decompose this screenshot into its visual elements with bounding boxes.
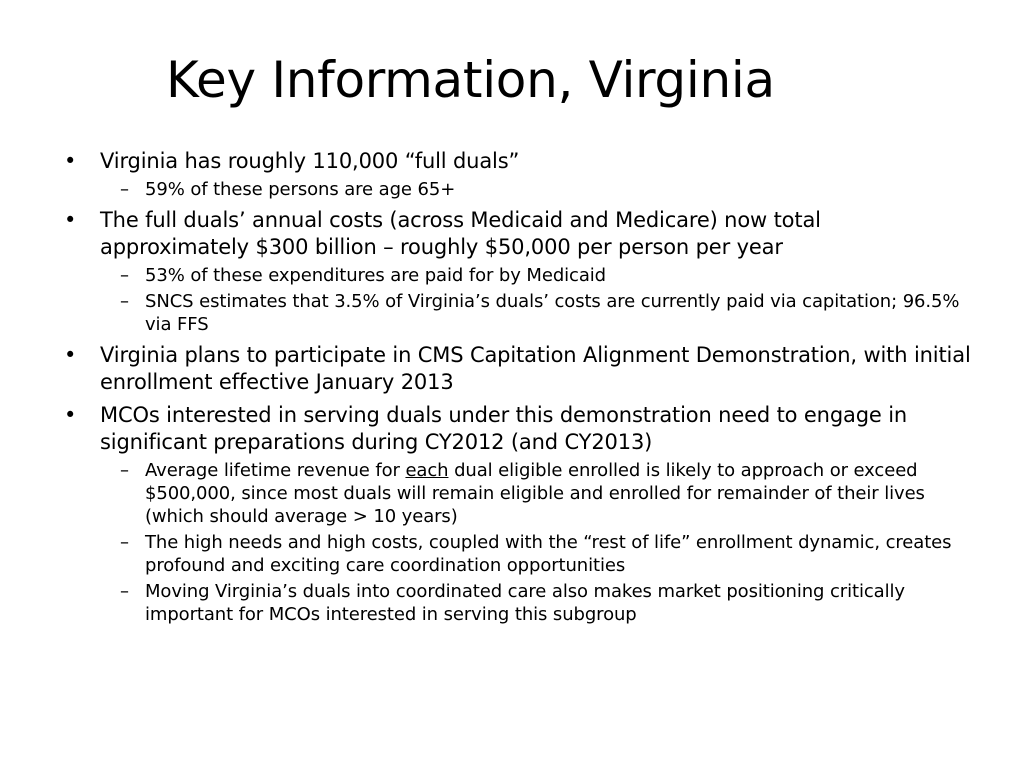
slide-title: Key Information, Virginia [166, 51, 775, 109]
bullet-marker: • [64, 149, 77, 173]
dash-marker: – [120, 265, 129, 286]
sub-bullet-text: SNCS estimates that 3.5% of Virginia’s duals’ costs are currently paid via capitation; 96.5% via FFS [145, 291, 960, 335]
sub-bullet-item [64, 580, 974, 626]
bullet-text: The full duals’ annual costs (across Medicaid and Medicare) now total approximately $300 billion – roughly $50,000 per person per year [100, 208, 821, 259]
sub-bullet-text: 53% of these expenditures are paid for by Medicaid [145, 265, 606, 286]
dash-marker: – [120, 179, 129, 200]
dash-marker: – [120, 291, 129, 312]
bullet-marker: • [64, 343, 77, 367]
bullet-list [64, 148, 974, 626]
sub-bullet-item [64, 290, 974, 336]
sub-bullet-item [64, 178, 974, 201]
sub-bullet-text: 59% of these persons are age 65+ [145, 179, 456, 200]
sub-bullet-text [145, 460, 925, 527]
dash-marker: – [120, 460, 129, 481]
bullet-item [64, 402, 974, 456]
bullet-item [64, 342, 974, 396]
dash-marker: – [120, 532, 129, 553]
sub-bullet-item [64, 459, 974, 528]
bullet-item [64, 148, 974, 175]
bullet-text: Virginia plans to participate in CMS Capitation Alignment Demonstration, with initial enrollment effective January 2013 [100, 343, 971, 394]
sub-bullet-text: Moving Virginia’s duals into coordinated care also makes market positioning critically important for MCOs interested in serving this subgroup [145, 581, 905, 625]
bullet-marker: • [64, 403, 77, 427]
bullet-marker: • [64, 208, 77, 232]
sub-bullet-text: The high needs and high costs, coupled with the “rest of life” enrollment dynamic, creates profound and exciting care coordination opportunities [145, 532, 952, 576]
bullet-text: MCOs interested in serving duals under this demonstration need to engage in significant preparations during CY2012 (and CY2013) [100, 403, 908, 454]
sub-bullet-item [64, 531, 974, 577]
bullet-text: Virginia has roughly 110,000 “full duals” [100, 149, 520, 173]
underlined-word: each [405, 460, 449, 481]
sub-bullet-text-before: Average lifetime revenue for [145, 460, 406, 481]
dash-marker: – [120, 581, 129, 602]
bullet-item [64, 207, 974, 261]
sub-bullet-item [64, 264, 974, 287]
sub-bullet-text-after: dual eligible enrolled is likely to approach or exceed $500,000, since most duals will remain eligible and enrolled for remainder of their lives (which should average > 10 years) [145, 460, 925, 527]
